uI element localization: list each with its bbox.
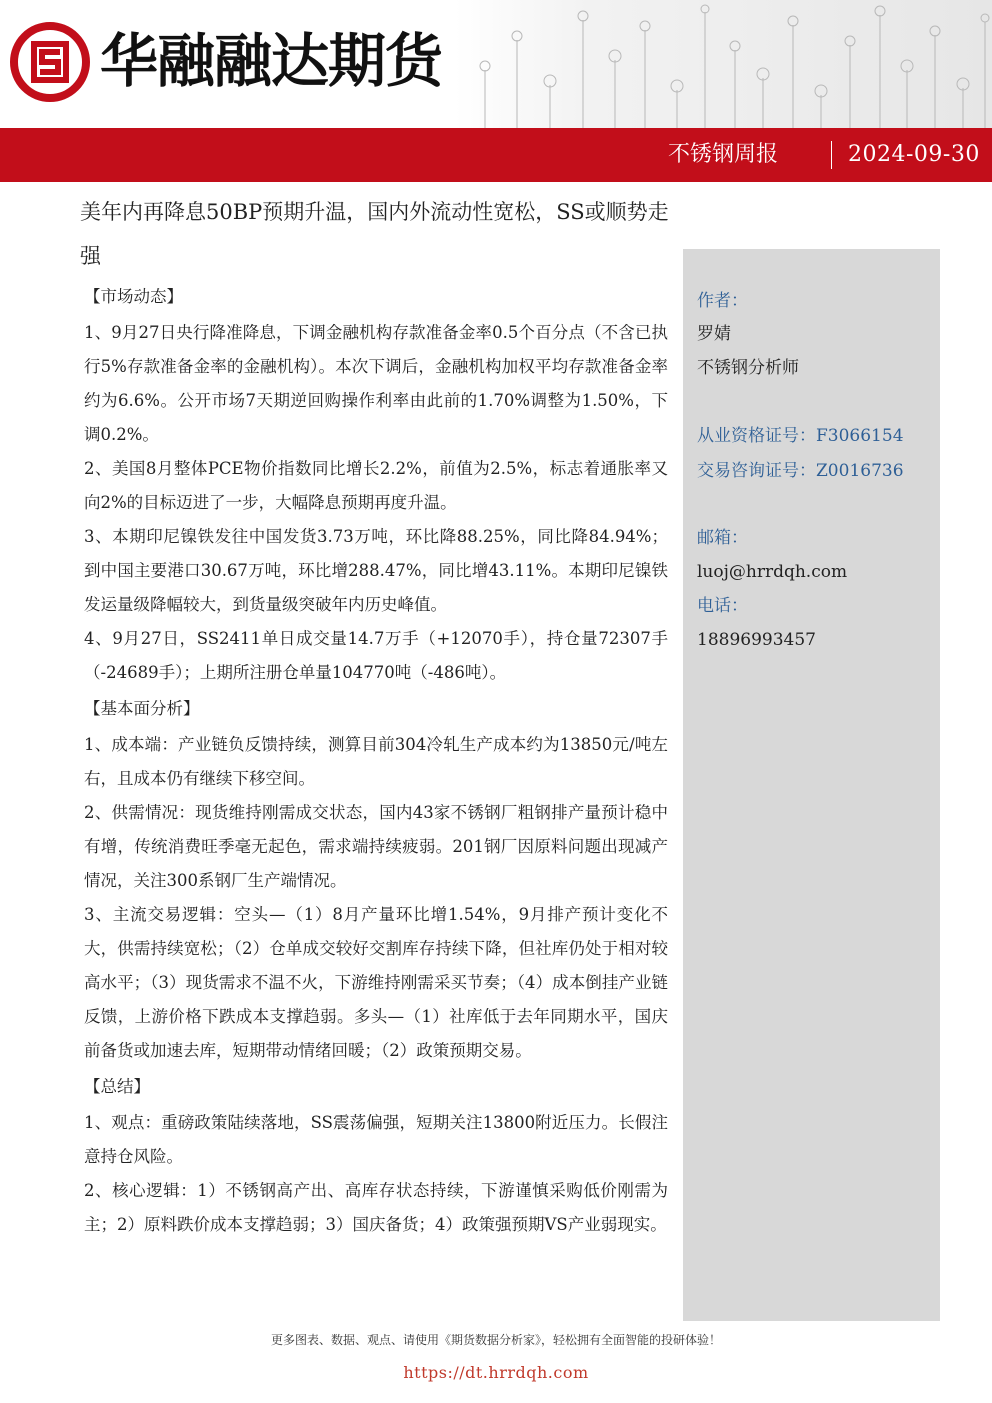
cert-label: 从业资格证号： bbox=[697, 426, 816, 446]
cert-line bbox=[697, 424, 904, 448]
cert-number: F3066154 bbox=[816, 426, 904, 446]
fundamental-item: 1、成本端：产业链负反馈持续，测算目前304冷轧生产成本约为13850元/吨左右，且成本仍有继续下移空间。 bbox=[84, 735, 668, 788]
consult-number: Z0016736 bbox=[816, 461, 904, 481]
phone-label: 电话： bbox=[697, 596, 748, 616]
consult-label: 交易咨询证号： bbox=[697, 461, 816, 481]
email-label: 邮箱： bbox=[697, 528, 748, 548]
title-band bbox=[0, 128, 992, 182]
decorative-pattern bbox=[455, 0, 992, 128]
section-heading-summary: 【总结】 bbox=[84, 1077, 150, 1096]
report-date: 2024-09-30 bbox=[848, 142, 980, 167]
report-type: 不锈钢周报 bbox=[668, 142, 779, 167]
author-name: 罗婧 bbox=[697, 324, 731, 344]
phone-number: 18896993457 bbox=[697, 630, 816, 650]
report-title: 美年内再降息50BP预期升温，国内外流动性宽松，SS或顺势走强 bbox=[80, 200, 669, 268]
company-name: 华融融达期货 bbox=[100, 27, 443, 95]
author-label: 作者： bbox=[697, 291, 748, 311]
section-heading-market: 【市场动态】 bbox=[84, 287, 183, 306]
consult-line bbox=[697, 459, 904, 483]
footer-note: 更多图表、数据、观点、请使用《期货数据分析家》，轻松拥有全面智能的投研体验！ bbox=[270, 1333, 721, 1347]
band-divider bbox=[831, 141, 832, 169]
section-heading-fundamental: 【基本面分析】 bbox=[84, 699, 200, 718]
market-item: 3、本期印尼镍铁发往中国发货3.73万吨，环比降88.25%，同比降84.94%；到中国主要港口30.67万吨，环比增288.47%，同比增43.11%。本期印尼镍铁发运量级降幅较大，到货量级突破年内历史峰值。 bbox=[84, 527, 668, 614]
market-item: 2、美国8月整体PCE物价指数同比增长2.2%，前值为2.5%，标志着通胀率又向2%的目标迈进了一步，大幅降息预期再度升温。 bbox=[84, 459, 668, 512]
author-title: 不锈钢分析师 bbox=[697, 358, 799, 378]
report-body bbox=[84, 282, 668, 1242]
footer-link[interactable]: https://dt.hrrdqh.com bbox=[403, 1363, 589, 1382]
fundamental-item: 3、主流交易逻辑：空头—（1）8月产量环比增1.54%，9月排产预计变化不大，供需持续宽松；（2）仓单成交较好交割库存持续下降，但社库仍处于相对较高水平；（3）现货需求不温不火，下游维持刚需采买节奏；（4）成本倒挂产业链反馈，上游价格下跌成本支撑趋弱。多头—（1）社库低于去年同期水平，国庆前备货或加速去库，短期带动情绪回暖；（2）政策预期交易。 bbox=[84, 905, 668, 1060]
market-item: 1、9月27日央行降准降息，下调金融机构存款准备金率0.5个百分点（不含已执行5%存款准备金率的金融机构）。本次下调后，金融机构加权平均存款准备金率约为6.6%。公开市场7天期逆回购操作利率由此前的1.70%调整为1.50%，下调0.2%。 bbox=[84, 323, 668, 444]
fundamental-item: 2、供需情况：现货维持刚需成交状态，国内43家不锈钢厂粗钢排产量预计稳中有增，传统消费旺季毫无起色，需求端持续疲弱。201钢厂因原料问题出现减产情况，关注300系钢厂生产端情况。 bbox=[84, 803, 668, 890]
summary-item: 2、核心逻辑：1）不锈钢高产出、高库存状态持续，下游谨慎采购低价刚需为主；2）原料跌价成本支撑趋弱；3）国庆备货；4）政策强预期VS产业弱现实。 bbox=[84, 1181, 668, 1234]
company-logo-icon bbox=[10, 22, 90, 102]
summary-item: 1、观点：重磅政策陆续落地，SS震荡偏强，短期关注13800附近压力。长假注意持仓风险。 bbox=[84, 1113, 668, 1166]
email-link[interactable]: luoj@hrrdqh.com bbox=[697, 562, 848, 582]
author-sidebar bbox=[683, 249, 940, 1321]
report-header bbox=[0, 0, 992, 182]
market-item: 4、9月27日，SS2411单日成交量14.7万手（+12070手），持仓量72307手（-24689手）；上期所注册仓单量104770吨（-486吨）。 bbox=[84, 629, 668, 682]
